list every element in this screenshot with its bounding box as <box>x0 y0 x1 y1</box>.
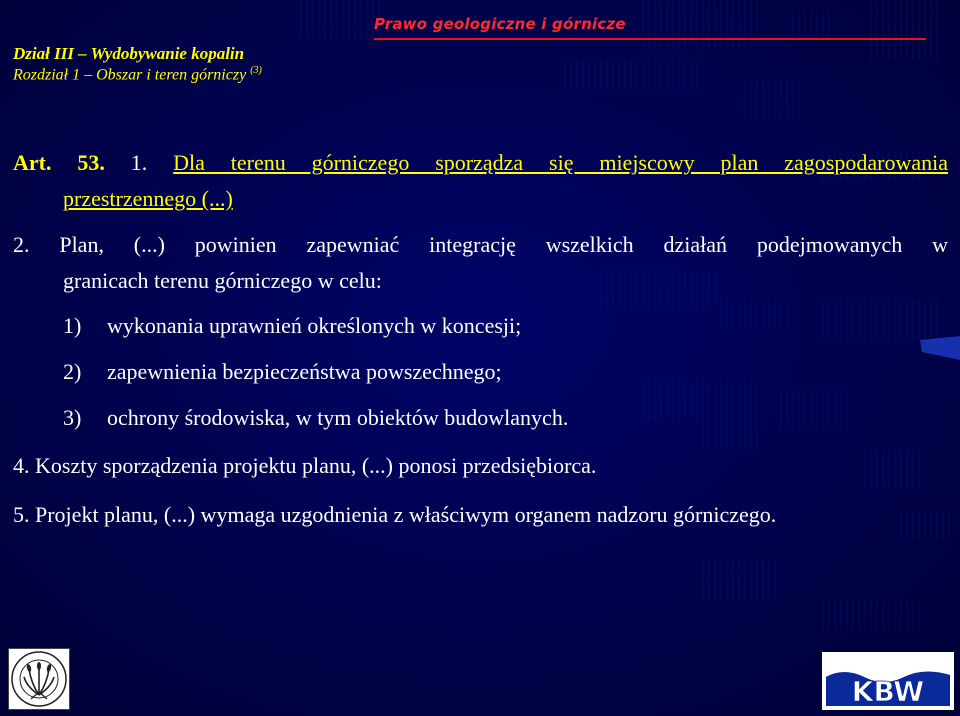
chapter-heading-text: Rozdział 1 – Obszar i teren górniczy <box>13 66 247 84</box>
title-divider <box>374 38 926 40</box>
paragraph-1-line-1 <box>13 150 948 176</box>
kbw-emblem-icon <box>824 654 952 708</box>
presentation-title: Prawo geologiczne i górnicze <box>374 15 626 33</box>
list-item <box>63 313 521 339</box>
article-label: Art. 53. <box>13 150 105 175</box>
list-item-text: zapewnienia bezpieczeństwa powszechnego; <box>107 359 502 384</box>
kbw-logo-text: KBW <box>851 675 925 708</box>
list-item-text: wykonania uprawnień określonych w koncesji; <box>107 313 522 338</box>
kbw-logo <box>822 652 954 710</box>
section-heading: Dział III – Wydobywanie kopalin <box>13 44 245 63</box>
paragraph-4: 4. Koszty sporządzenia projektu planu, (...) ponosi przedsiębiorca. <box>13 453 597 478</box>
wheat-emblem-icon <box>9 649 69 709</box>
list-item-number: 3) <box>63 405 82 430</box>
list-item <box>63 405 568 431</box>
list-item-number: 2) <box>63 359 82 384</box>
chapter-heading <box>13 65 262 84</box>
paragraph-1-line-2 <box>63 186 233 212</box>
paragraph-2-line-1: 2. Plan, (...) powinien zapewniać integrację wszelkich działań podejmowanych w <box>13 232 948 257</box>
list-item <box>63 359 502 385</box>
list-item-number: 1) <box>63 313 82 338</box>
paragraph-1-link[interactable]: Dla terenu górniczego sporządza się miejscowy plan zagospodarowania <box>173 150 948 175</box>
paragraph-1-number: 1. <box>130 150 148 175</box>
paragraph-1-link-continued[interactable]: przestrzennego (...) <box>63 186 233 211</box>
paragraph-5: 5. Projekt planu, (...) wymaga uzgodnienia z właściwym organem nadzoru górniczego. <box>13 502 777 527</box>
university-logo <box>8 648 70 710</box>
list-item-text: ochrony środowiska, w tym obiektów budowlanych. <box>107 405 569 430</box>
chapter-footnote-mark: (3) <box>250 65 262 76</box>
paragraph-2-line-2: granicach terenu górniczego w celu: <box>63 268 382 293</box>
